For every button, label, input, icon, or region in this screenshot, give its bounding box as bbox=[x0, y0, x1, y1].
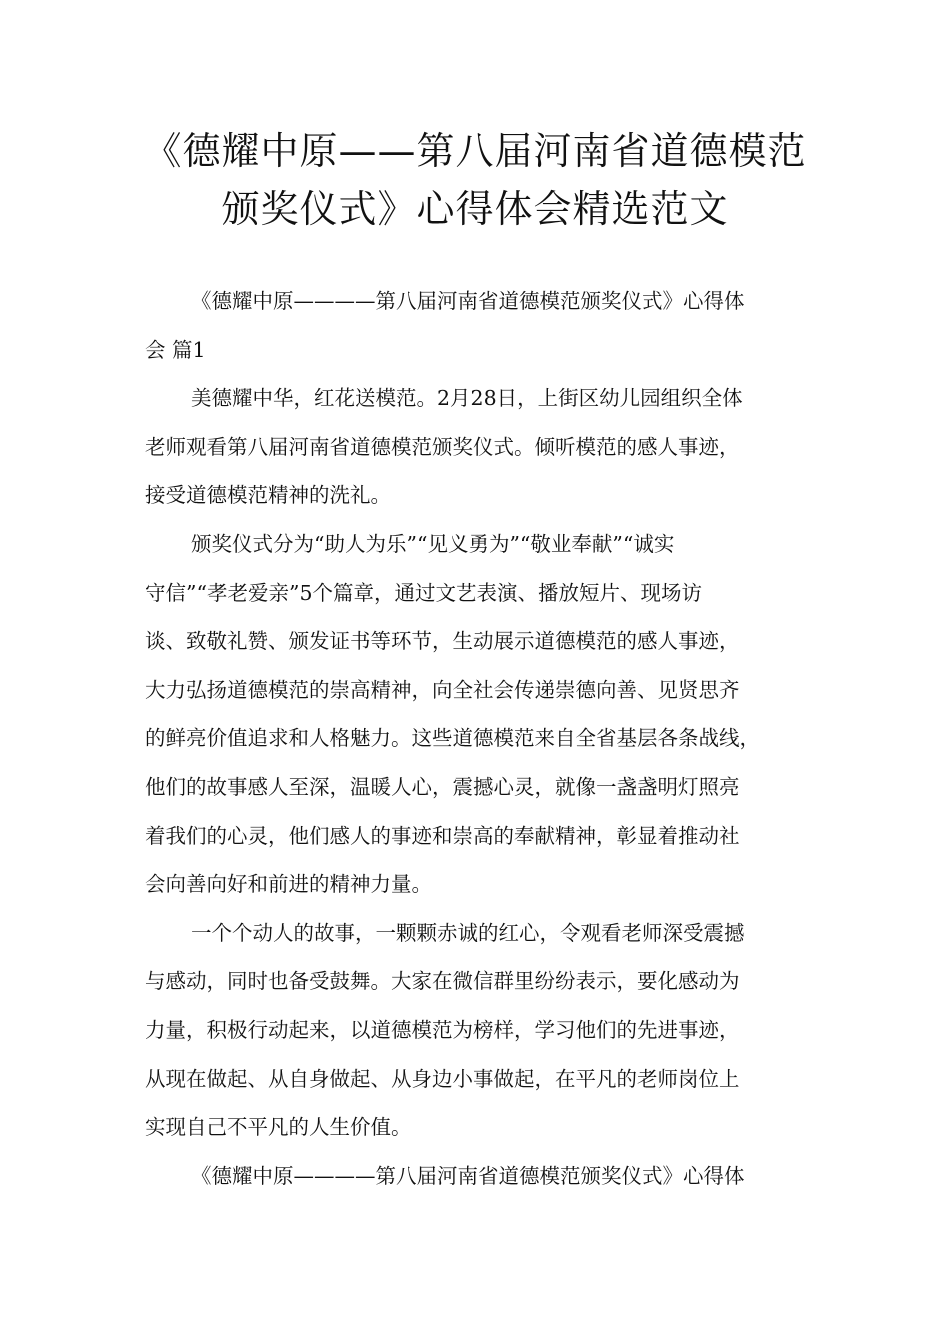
paragraph-line: 会向善向好和前进的精神力量。 bbox=[145, 872, 432, 897]
paragraph-line: 与感动，同时也备受鼓舞。大家在微信群里纷纷表示，要化感动为 bbox=[145, 969, 740, 994]
title-line: 《德耀中原——第八届河南省道德模范 bbox=[143, 129, 807, 173]
paragraph bbox=[145, 382, 825, 528]
document-body bbox=[145, 285, 825, 1208]
paragraph-line: 颁奖仪式分为“助人为乐”“见义勇为”“敬业奉献”“诚实 bbox=[191, 531, 675, 556]
paragraph-line: 会 篇1 bbox=[145, 337, 206, 362]
paragraph-line: 《德耀中原————第八届河南省道德模范颁奖仪式》心得体 bbox=[191, 1163, 745, 1188]
paragraph-line: 守信”“孝老爱亲”5个篇章，通过文艺表演、播放短片、现场访 bbox=[145, 580, 702, 605]
title-line: 颁奖仪式》心得体会精选范文 bbox=[221, 187, 729, 231]
paragraph-line: 力量，积极行动起来，以道德模范为榜样，学习他们的先进事迹， bbox=[145, 1017, 740, 1042]
paragraph-line: 接受道德模范精神的洗礼。 bbox=[145, 483, 391, 508]
paragraph-line: 他们的故事感人至深，温暖人心，震撼心灵，就像一盏盏明灯照亮 bbox=[145, 774, 740, 799]
paragraph bbox=[145, 528, 825, 917]
paragraph-line: 《德耀中原————第八届河南省道德模范颁奖仪式》心得体 bbox=[191, 289, 745, 313]
paragraph-line: 美德耀中华，红花送模范。2月28日，上街区幼儿园组织全体 bbox=[191, 386, 743, 411]
paragraph bbox=[145, 1160, 825, 1209]
paragraph-line: 一个个动人的故事，一颗颗赤诚的红心，令观看老师深受震撼 bbox=[191, 920, 745, 945]
paragraph-line: 的鲜亮价值追求和人格魅力。这些道德模范来自全省基层各条战线， bbox=[145, 726, 760, 751]
paragraph bbox=[145, 917, 825, 1160]
paragraph-line: 谈、致敬礼赞、颁发证书等环节，生动展示道德模范的感人事迹， bbox=[145, 629, 740, 654]
paragraph-line: 从现在做起、从自身做起、从身边小事做起，在平凡的老师岗位上 bbox=[145, 1066, 740, 1091]
paragraph bbox=[145, 285, 825, 382]
paragraph-line: 实现自己不平凡的人生价值。 bbox=[145, 1115, 412, 1140]
document-title bbox=[120, 122, 830, 238]
paragraph-line: 着我们的心灵，他们感人的事迹和崇高的奉献精神，彰显着推动社 bbox=[145, 823, 740, 848]
paragraph-line: 老师观看第八届河南省道德模范颁奖仪式。倾听模范的感人事迹， bbox=[145, 434, 740, 459]
paragraph-line: 大力弘扬道德模范的崇高精神，向全社会传递崇德向善、见贤思齐 bbox=[145, 677, 740, 702]
